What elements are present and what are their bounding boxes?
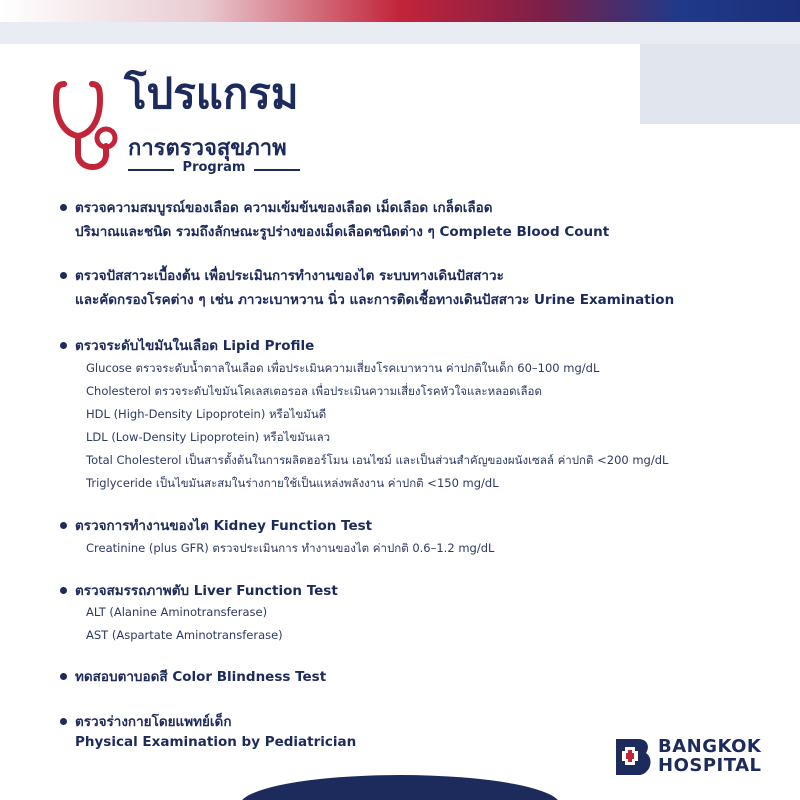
program-header — [52, 69, 352, 182]
bullet-icon — [60, 204, 67, 211]
item-heading: ตรวจระดับไขมันในเลือด Lipid Profile — [75, 338, 315, 354]
item-heading-line2: Physical Examination by Pediatrician — [75, 734, 357, 750]
item-heading: ตรวจสมรรถภาพตับ Liver Function Test — [75, 583, 338, 599]
bullet-icon — [60, 522, 67, 529]
sub-item: LDL (Low-Density Lipoprotein) หรือไขมันเลว — [86, 430, 331, 444]
bangkok-hospital-logo-icon — [614, 737, 652, 777]
sub-item: Glucose ตรวจระดับน้ำตาลในเลือด เพื่อประเมินความเสี่ยงโรคเบาหวาน ค่าปกติในเด็ก 60–100 mg/dL — [86, 361, 600, 375]
item-heading: ตรวจการทำงานของไต Kidney Function Test — [75, 518, 373, 534]
sub-item: Triglyceride เป็นไขมันสะสมในร่างกายใช้เป็นแหล่งพลังงาน ค่าปกติ <150 mg/dL — [86, 476, 499, 490]
logo-text-line2: HOSPITAL — [658, 755, 762, 776]
program-label-text: Program — [182, 160, 246, 175]
sub-item: ALT (Alanine Aminotransferase) — [86, 605, 268, 619]
item-heading-line2: ปริมาณและชนิด รวมถึงลักษณะรูปร่างของเม็ดเลือดชนิดต่าง ๆ Complete Blood Count — [75, 224, 610, 240]
item-heading: ทดสอบตาบอดสี Color Blindness Test — [75, 669, 327, 685]
item-heading: ตรวจความสมบูรณ์ของเลือด ความเข้มข้นของเลือด เม็ดเลือด เกล็ดเลือด — [75, 200, 493, 216]
top-gradient-bar — [0, 0, 800, 22]
bullet-icon — [60, 342, 67, 349]
sub-item: Creatinine (plus GFR) ตรวจประเมินการ ทำงานของไต ค่าปกติ 0.6–1.2 mg/dL — [86, 541, 495, 555]
logo-text-line1: BANGKOK — [658, 736, 762, 757]
item-heading-line2: และคัดกรองโรคต่าง ๆ เช่น ภาวะเบาหวาน นิ่ว และการติดเชื้อทางเดินปัสสาวะ Urine Examination — [75, 292, 675, 308]
item-heading: ตรวจปัสสาวะเบื้องต้น เพื่อประเมินการทำงานของไต ระบบทางเดินปัสสาวะ — [75, 268, 504, 284]
corner-decoration — [640, 44, 800, 124]
sub-item: Cholesterol ตรวจระดับไขมันโคเลสเตอรอล เพื่อประเมินความเสี่ยงโรคหัวใจและหลอดเลือด — [86, 384, 542, 398]
sub-item: Total Cholesterol เป็นสารตั้งต้นในการผลิตฮอร์โมน เอนไซม์ และเป็นส่วนสำคัญของผนังเซลล์ ค่าปกติ <200 mg/dL — [86, 453, 669, 467]
item-heading: ตรวจร่างกายโดยแพทย์เด็ก — [75, 714, 232, 730]
program-label — [128, 160, 300, 178]
stethoscope-icon — [52, 78, 120, 178]
page-subtitle: การตรวจสุขภาพ — [128, 136, 287, 161]
bangkok-hospital-logo — [614, 737, 774, 777]
page-title: โปรแกรม — [124, 69, 299, 118]
sub-item: HDL (High-Density Lipoprotein) หรือไขมันดี — [86, 407, 327, 421]
bullet-icon — [60, 272, 67, 279]
bullet-icon — [60, 718, 67, 725]
divider — [254, 169, 300, 171]
bullet-icon — [60, 673, 67, 680]
bullet-icon — [60, 587, 67, 594]
sub-item: AST (Aspartate Aminotransferase) — [86, 628, 283, 642]
